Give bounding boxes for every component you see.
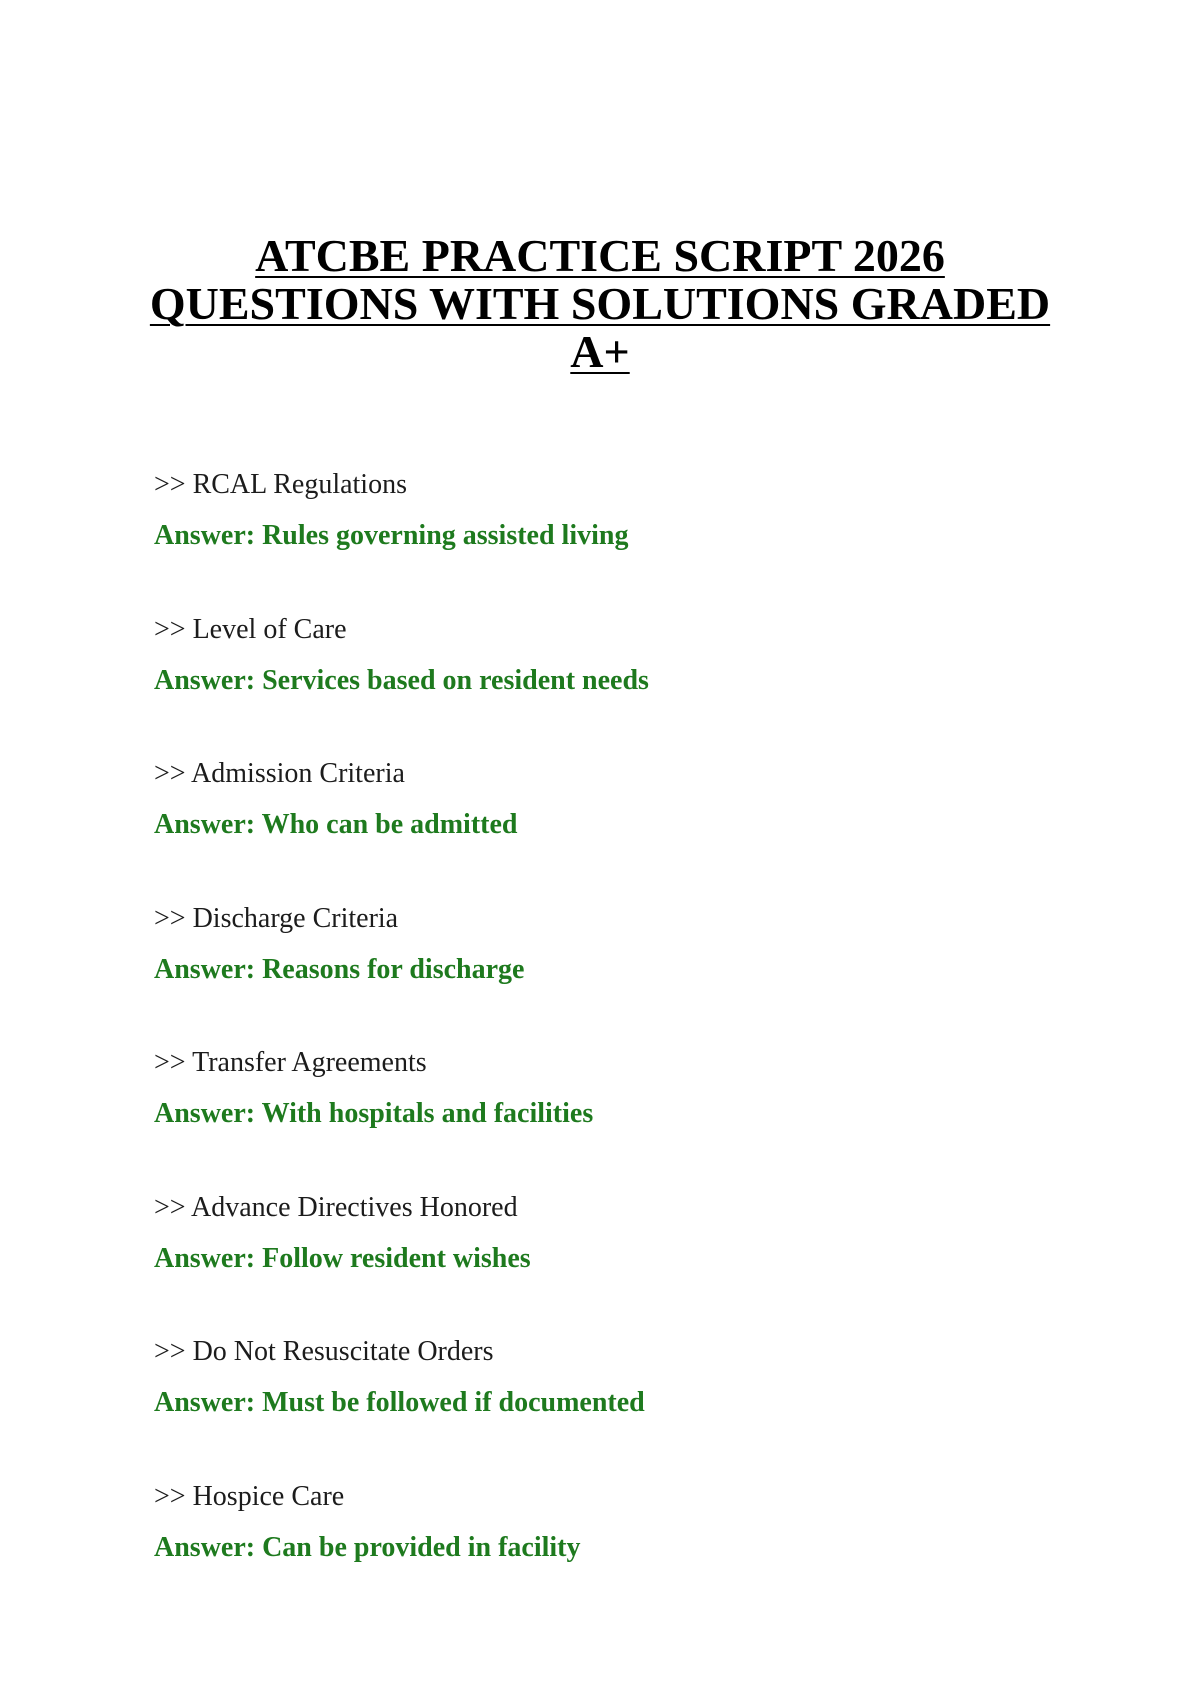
- answer-text: Answer: Rules governing assisted living: [154, 520, 629, 551]
- question-text: >> Discharge Criteria: [154, 902, 399, 934]
- answer-text: Answer: Reasons for discharge: [154, 953, 525, 985]
- answer-text: Answer: Follow resident wishes: [154, 1242, 531, 1274]
- answer-text: Answer: Who can be admitted: [154, 809, 518, 840]
- question-text: >> Hospice Care: [154, 1480, 345, 1512]
- question-text: >> Level of Care: [154, 613, 347, 645]
- qa-item-dnr-orders: [154, 1335, 1114, 1480]
- qa-item-transfer-agreements: [154, 1046, 1114, 1191]
- answer-text: Answer: Services based on resident needs: [154, 664, 649, 696]
- question-text: >> Admission Criteria: [154, 758, 405, 789]
- qa-item-discharge-criteria: [154, 902, 1114, 1047]
- answer-text: Answer: Can be provided in facility: [154, 1531, 581, 1563]
- question-text: >> Do Not Resuscitate Orders: [154, 1336, 494, 1367]
- qa-list: [154, 468, 1114, 1624]
- title-line-1: ATCBE PRACTICE SCRIPT 2026: [255, 230, 945, 281]
- qa-item-level-of-care: [154, 613, 1114, 758]
- qa-item-admission-criteria: [154, 757, 1114, 902]
- answer-text: Answer: With hospitals and facilities: [154, 1098, 594, 1129]
- qa-item-advance-directives: [154, 1191, 1114, 1336]
- question-text: >> Advance Directives Honored: [154, 1191, 518, 1223]
- question-text: >> RCAL Regulations: [154, 469, 407, 500]
- qa-item-hospice-care: [154, 1480, 1114, 1625]
- document-title: [0, 232, 1200, 376]
- qa-item-rcal-regulations: [154, 468, 1114, 613]
- question-text: >> Transfer Agreements: [154, 1047, 427, 1078]
- title-line-2: QUESTIONS WITH SOLUTIONS GRADED: [149, 278, 1051, 329]
- answer-text: Answer: Must be followed if documented: [154, 1387, 645, 1418]
- title-line-3: A+: [570, 326, 630, 377]
